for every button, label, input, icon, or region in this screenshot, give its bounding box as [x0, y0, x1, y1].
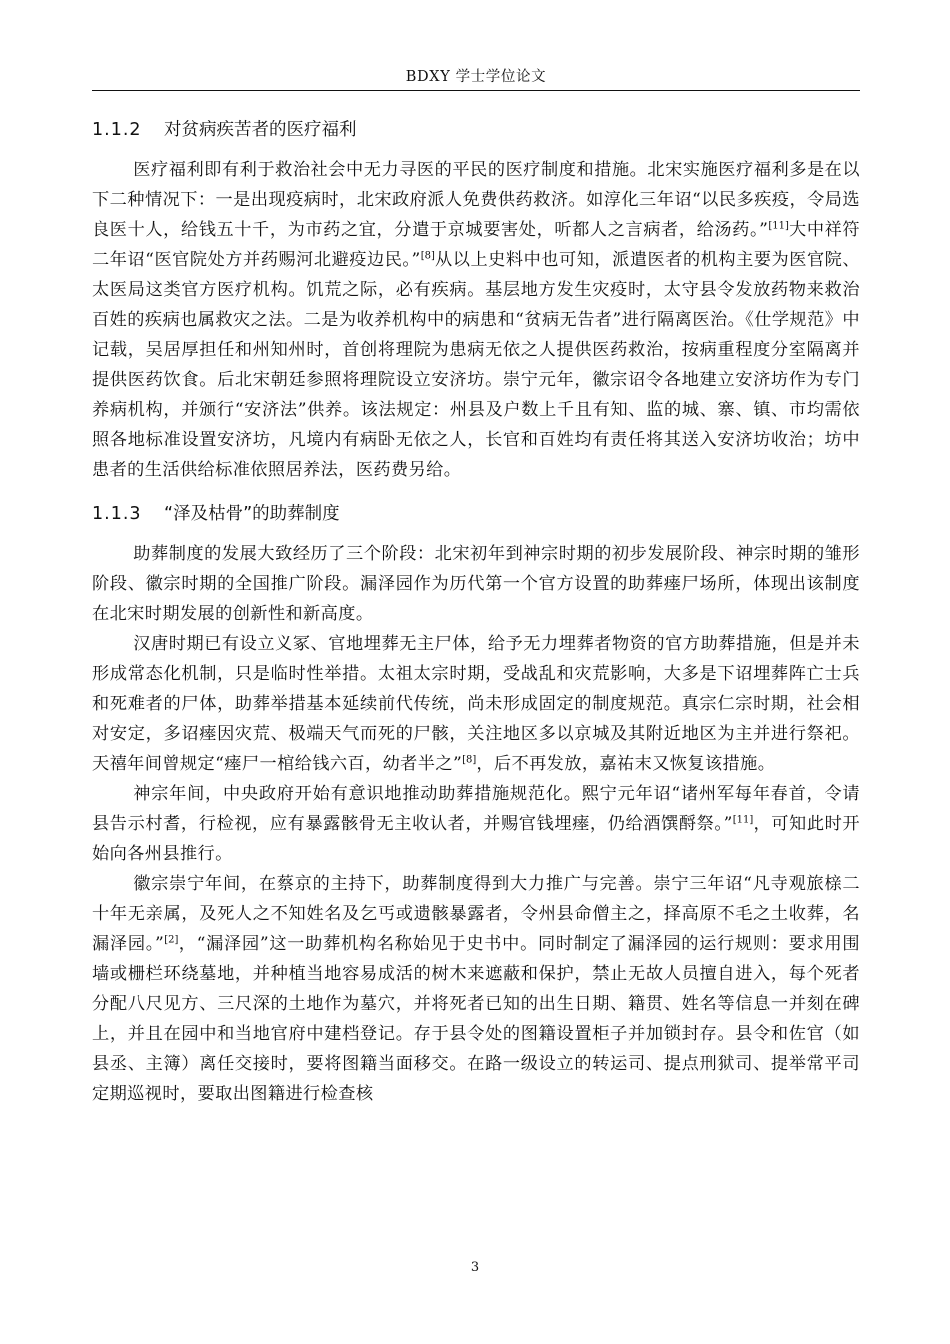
section-number: 1.1.2 — [92, 120, 142, 140]
citation-marker: [11] — [768, 220, 789, 232]
section-title: 对贫病疾苦者的医疗福利 — [164, 120, 357, 140]
paragraph-text: 汉唐时期已有设立义冢、官地埋葬无主尸体，给予无力埋葬者物资的官方助葬措施，但是并未形成常态化机制，只是临时性举措。太祖太宗时期，受战乱和灾荒影响，大多是下诏埋葬阵亡士兵和死难者的尸体，助葬举措基本延续前代传统，尚未形成固定的制度规范。真宗仁宗时期，社会相对安定，多诏瘗因灾荒、极端天气而死的尸骸，关注地区多以京城及其附近地区为主并进行祭祀。天禧年间曾规定“瘗尸一棺给钱六百，幼者半之” — [92, 634, 860, 774]
paragraph-text: 神宗年间，中央政府开始有意识地推动助葬措施规范化。熙宁元年诏“诸州军每年春首，令请县告示村耆，行检视，应有暴露骸骨无主收认者，并赐官钱埋瘗，仍给酒馔酹祭。” — [92, 784, 860, 834]
body-paragraph — [92, 155, 860, 485]
paragraph-text: ，“漏泽园”这一助葬机构名称始见于史书中。同时制定了漏泽园的运行规则：要求用围墙或栅栏环绕墓地，并种植当地容易成活的树木来遮蔽和保护，禁止无故人员擅自进入，每个死者分配八尺见方、三尺深的土地作为墓穴，并将死者已知的出生日期、籍贯、姓名等信息一并刻在碑上，并且在园中和当地官府中建档登记。存于县令处的图籍设置柜子并加锁封存。县令和佐官（如县丞、主簿）离任交接时，要将图籍当面移交。在路一级设立的转运司、提点刑狱司、提举常平司定期巡视时，要取出图籍进行检查核 — [92, 934, 860, 1104]
body-paragraph — [92, 539, 860, 629]
running-header: BDXY 学士学位论文 — [92, 64, 860, 91]
paragraph-text: 医疗福利即有利于救治社会中无力寻医的平民的医疗制度和措施。北宋实施医疗福利多是在以下二种情况下：一是出现疫病时，北宋政府派人免费供药救济。如淳化三年诏“以民多疾疫，令局选良医十人，给钱五十千，为市药之宜，分遣于京城要害处，听都人之言病者，给汤药。” — [92, 160, 860, 240]
body-paragraph — [92, 779, 860, 869]
section-heading-1-1-2 — [92, 113, 860, 147]
section-number: 1.1.3 — [92, 504, 142, 524]
citation-marker: [2] — [164, 934, 179, 946]
section-heading-1-1-3 — [92, 497, 860, 531]
paragraph-text: 助葬制度的发展大致经历了三个阶段：北宋初年到神宗时期的初步发展阶段、神宗时期的雏形阶段、徽宗时期的全国推广阶段。漏泽园作为历代第一个官方设置的助葬瘗尸场所，体现出该制度在北宋时期发展的创新性和新高度。 — [92, 544, 860, 624]
citation-marker: [8] — [420, 250, 435, 262]
paragraph-text: 大中祥符二年诏“医官院处方并药赐河北避疫边民。” — [92, 220, 860, 270]
page-content — [92, 113, 860, 1109]
paragraph-text: ，后不再发放，嘉祐末又恢复该措施。 — [476, 754, 776, 774]
paragraph-text: 从以上史料中也可知，派遣医者的机构主要为医官院、太医局这类官方医疗机构。饥荒之际，必有疾病。基层地方发生灾疫时，太守县令发放药物来救治百姓的疾病也属救灾之法。二是为收养机构中的病患和“贫病无告者”进行隔离医治。《仕学规范》中记载，吴居厚担任和州知州时，首创将理院为患病无依之人提供医药救治，按病重程度分室隔离并提供医药饮食。后北宋朝廷参照将理院设立安济坊。崇宁元年，徽宗诏令各地建立安济坊作为专门养病机构，并颁行“安济法”供养。该法规定：州县及户数上千且有知、监的城、寨、镇、市均需依照各地标准设置安济坊，凡境内有病卧无依之人，长官和百姓均有责任将其送入安济坊收治；坊中患者的生活供给标准依照居养法，医药费另给。 — [92, 250, 860, 480]
section-title: “泽及枯骨”的助葬制度 — [164, 504, 340, 524]
body-paragraph — [92, 629, 860, 779]
body-paragraph — [92, 869, 860, 1109]
paragraph-text: 徽宗崇宁年间，在蔡京的主持下，助葬制度得到大力推广与完善。崇宁三年诏“凡寺观旅榇二十年无亲属，及死人之不知姓名及乞丐或遗骸暴露者，令州县命僧主之，择高原不毛之土收葬，名漏泽园。” — [92, 874, 860, 954]
citation-marker: [11] — [732, 814, 754, 826]
page-number: 3 — [470, 1260, 480, 1275]
paragraph-text: ，可知此时开始向各州县推行。 — [92, 814, 860, 864]
citation-marker: [8] — [462, 754, 477, 766]
